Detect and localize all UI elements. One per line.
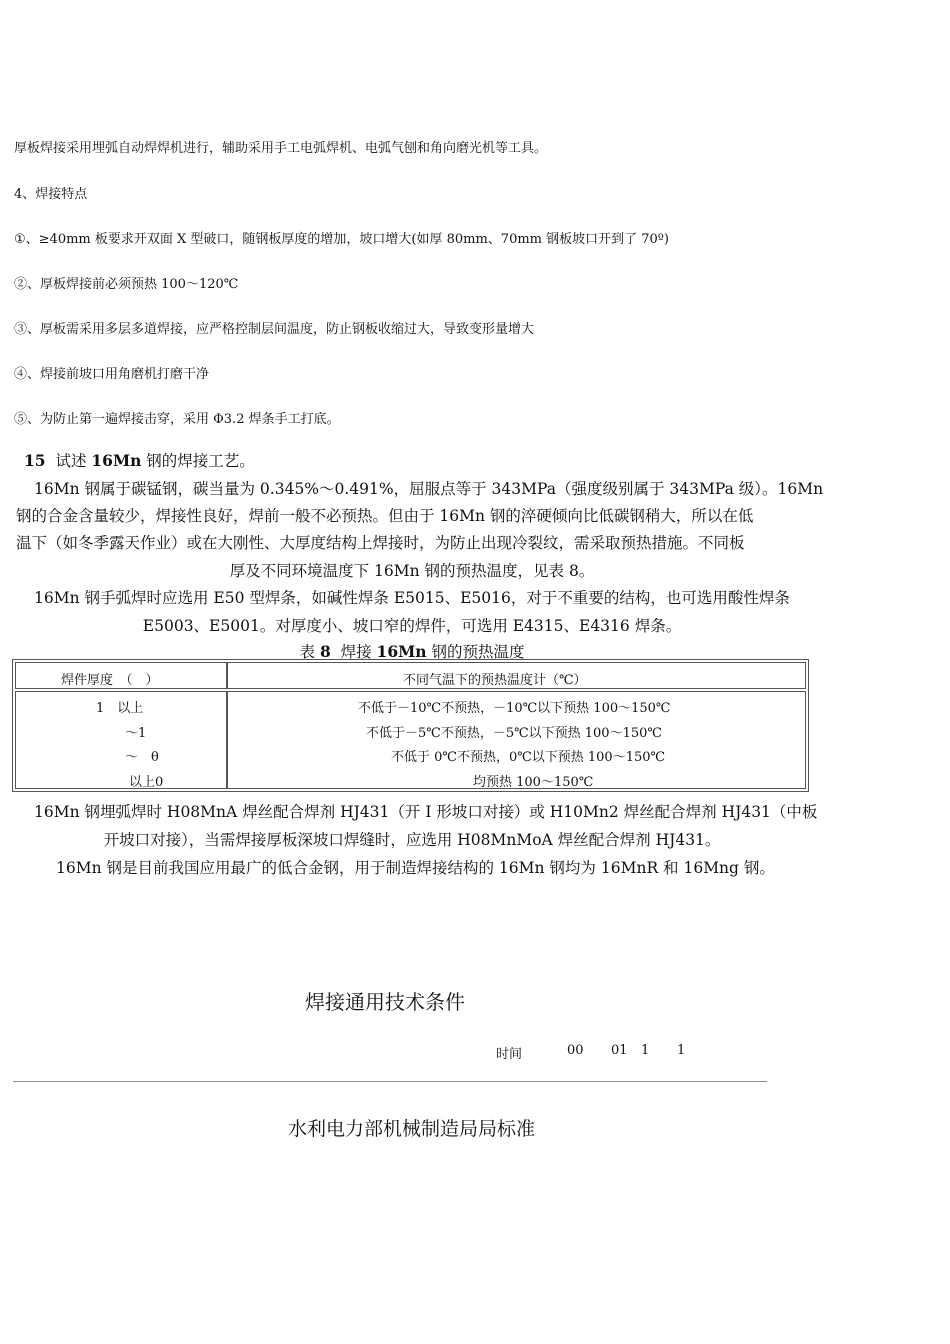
- caption-number: 8: [319, 642, 331, 661]
- paragraph-line: 温下（如冬季露天作业）或在大刚性、大厚度结构上焊接时，为防止出现冷裂纹，需采取预热措施。不同板: [16, 534, 745, 552]
- table-cell: 不低于－10℃不预热，－10℃以下预热 100～150℃: [358, 701, 671, 716]
- table-cell: 不低于－5℃不预热，－5℃以下预热 100～150℃: [366, 726, 662, 741]
- paragraph-line: 厚及不同环境温度下 16Mn 钢的预热温度，见表 8。: [229, 562, 595, 580]
- section-heading-4: 4、焊接特点: [14, 187, 88, 202]
- paragraph-line: 16Mn 钢属于碳锰钢，碳当量为 0.345%～0.491%，屈服点等于 343MPa（强度级别属于 343MPa 级）。16Mn: [34, 480, 824, 498]
- table-cell: 均预热 100～150℃: [473, 775, 594, 790]
- paragraph-line: 16Mn 钢是目前我国应用最广的低合金钢，用于制造焊接结构的 16Mn 钢均为 16MnR 和 16Mng 钢。: [56, 859, 775, 877]
- table-cell: ～1: [125, 726, 147, 741]
- question-number: 15: [24, 451, 46, 470]
- caption-pre: 表: [299, 643, 320, 661]
- table-column-header: 不同气温下的预热温度计（℃）: [403, 673, 587, 688]
- time-value: 00: [567, 1043, 584, 1058]
- question-title: [24, 449, 255, 471]
- table-cell: 以上0: [129, 775, 164, 790]
- standard-title: 水利电力部机械制造局局标准: [288, 1118, 536, 1140]
- question-title-pre: 试述: [55, 452, 92, 470]
- list-item: ④、焊接前坡口用角磨机打磨干净: [14, 367, 210, 382]
- document-title: 焊接通用技术条件: [305, 990, 465, 1014]
- caption-post: 钢的预热温度: [426, 643, 525, 661]
- preheat-table: [12, 659, 809, 792]
- paragraph-line: 16Mn 钢埋弧焊时 H08MnA 焊丝配合焊剂 HJ431（开 I 形坡口对接）或 H10Mn2 焊丝配合焊剂 HJ431（中板: [34, 803, 818, 821]
- paragraph-line: E5003、E5001。对厚度小、坡口窄的焊件，可选用 E4315、E4316 焊条。: [142, 617, 682, 635]
- question-title-post: 钢的焊接工艺。: [141, 452, 255, 470]
- time-value: 1: [641, 1043, 650, 1058]
- time-label: 时间: [496, 1047, 523, 1062]
- caption-bold: 16Mn: [376, 642, 427, 661]
- table-column-header: 焊件厚度 （ ）: [61, 673, 159, 688]
- table-cell: ～ θ: [125, 750, 159, 765]
- divider: [13, 1081, 767, 1082]
- table-cell: 1 以上: [96, 701, 144, 716]
- caption-mid: 焊接: [330, 643, 377, 661]
- list-item: ①、≥40mm 板要求开双面 X 型破口，随钢板厚度的增加，坡口增大(如厚 80mm、70mm 钢板坡口开到了 70º): [14, 232, 669, 247]
- time-value: 1: [677, 1043, 686, 1058]
- paragraph-line: 开坡口对接），当需焊接厚板深坡口焊缝时，应选用 H08MnMoA 焊丝配合焊剂 HJ431。: [103, 831, 721, 849]
- question-title-bold: 16Mn: [91, 451, 142, 470]
- list-item: ②、厚板焊接前必须预热 100～120℃: [14, 277, 239, 292]
- paragraph-line: 16Mn 钢手弧焊时应选用 E50 型焊条，如碱性焊条 E5015、E5016，对于不重要的结构，也可选用酸性焊条: [34, 589, 790, 607]
- list-item: ③、厚板需采用多层多道焊接，应严格控制层间温度，防止钢板收缩过大，导致变形量增大: [14, 322, 535, 337]
- paragraph-line: 钢的合金含量较少，焊接性良好，焊前一般不必预热。但由于 16Mn 钢的淬硬倾向比低碳钢稍大，所以在低: [16, 507, 754, 525]
- intro-line: 厚板焊接采用埋弧自动焊焊机进行，辅助采用手工电弧焊机、电弧气刨和角向磨光机等工具。: [14, 141, 548, 156]
- time-value: 01: [611, 1043, 628, 1058]
- table-cell: 不低于 0℃不预热，0℃以下预热 100～150℃: [391, 750, 666, 765]
- list-item: ⑤、为防止第一遍焊接击穿，采用 Φ3.2 焊条手工打底。: [14, 412, 340, 427]
